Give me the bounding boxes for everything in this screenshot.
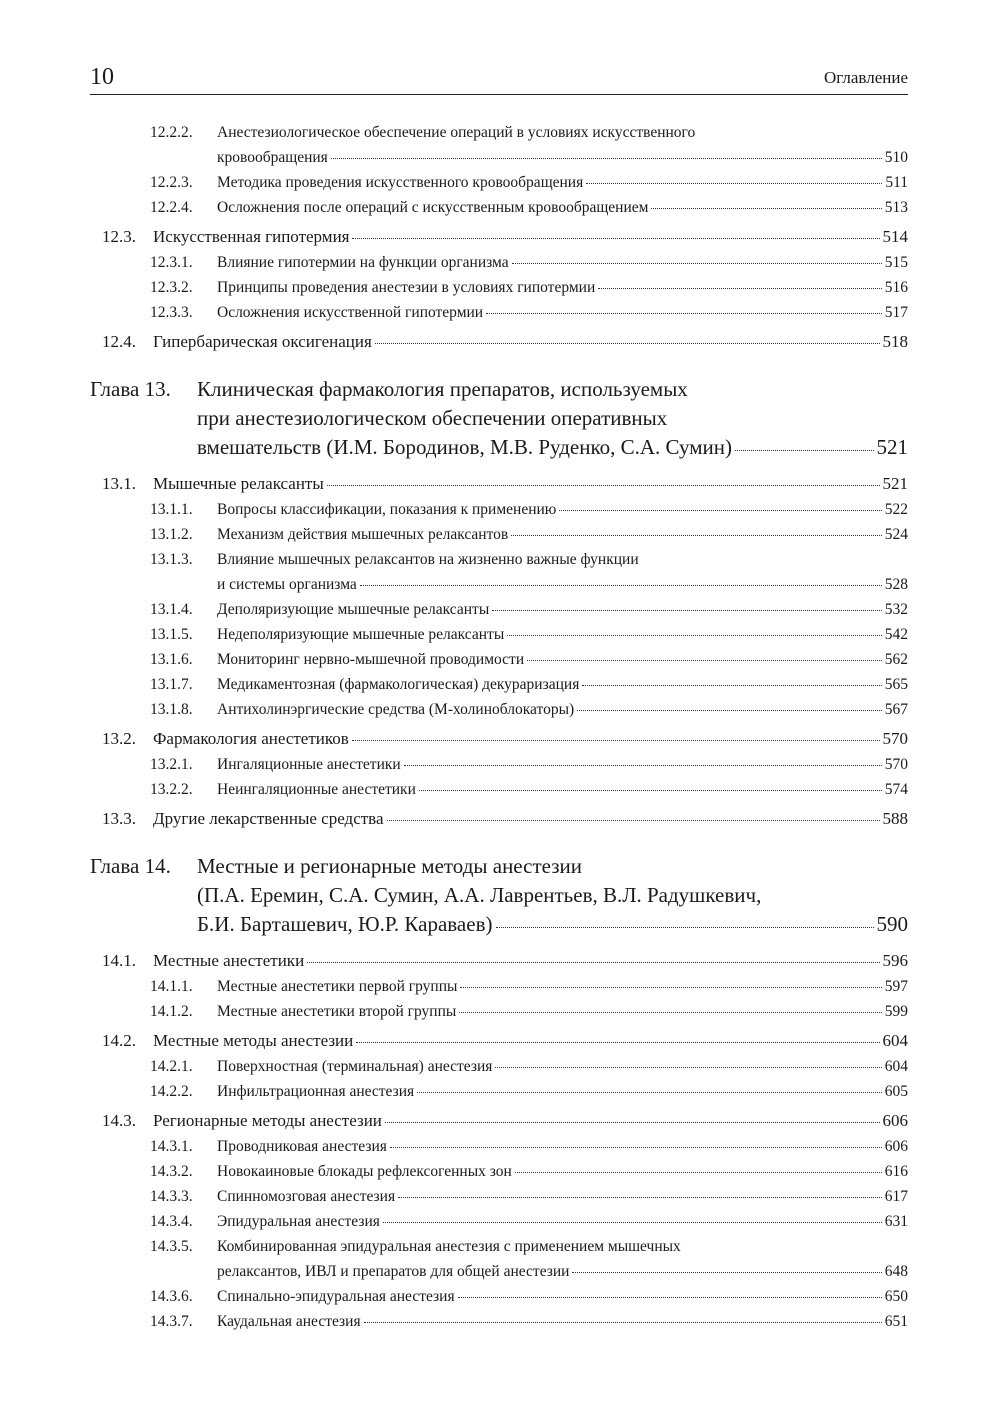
dot-leader [486,312,882,314]
dot-leader [419,789,882,791]
toc-entry-title [217,120,908,170]
dot-leader [460,986,881,988]
toc-entry-title [217,1209,908,1234]
toc-entry-title [153,1107,908,1134]
toc-subsection-entry[interactable] [150,497,908,522]
toc-entry-number: 14.3.3. [150,1188,193,1205]
toc-entry-title-text: Мышечные релаксанты [153,474,324,493]
toc-entry-number: 13.1.1. [150,501,193,518]
dot-leader [572,1271,881,1273]
dot-leader [331,157,882,159]
toc-entry-title-text: Местные анестетики [153,951,305,970]
toc-entry-title-line [217,300,908,325]
dot-leader [387,819,880,821]
toc-entry-title-text: Эпидуральная анестезия [217,1213,380,1230]
toc-entry-page: 605 [884,1083,908,1100]
toc-subsection-entry[interactable] [150,1184,908,1209]
toc-section-entry[interactable] [102,947,908,974]
toc-entry-number: 12.2.2. [150,124,193,141]
toc-subsection-entry[interactable] [150,170,908,195]
toc-entry-number: 13.2.1. [150,756,193,773]
toc-entry-title-text: Влияние мышечных релаксантов на жизненно важные функции [217,551,639,568]
toc-entry-title-line [217,1079,908,1104]
dot-leader [559,509,881,511]
toc-entry-title-text: Проводниковая анестезия [217,1138,387,1155]
toc-entry-title [153,223,908,250]
toc-entry-title-line [217,1159,908,1184]
toc-entry-number: 13.1.6. [150,651,193,668]
toc-subsection-entry[interactable] [150,647,908,672]
toc-entry-title-line [217,622,908,647]
toc-entry-number: 14.3.7. [150,1313,193,1330]
toc-entry-title-line [197,375,908,404]
toc-entry-title [217,497,908,522]
toc-entry-page: 515 [884,254,908,271]
toc-entry-page: 518 [882,332,908,351]
toc-entry-page: 565 [884,676,908,693]
toc-entry-number: Глава 14. [90,854,171,878]
toc-entry-number: 13.1.7. [150,676,193,693]
toc-entry-title-line [217,170,908,195]
toc-subsection-entry[interactable] [150,697,908,722]
toc-entry-number: 14.2.2. [150,1083,193,1100]
toc-entry-number: 13.1.4. [150,601,193,618]
toc-entry-title [197,852,908,939]
toc-entry-title-text: (П.А. Еремин, С.А. Сумин, А.А. Лаврентьев, В.Л. Радушкевич, [197,883,762,907]
toc-entry-title-line [217,275,908,300]
toc-entry-page: 604 [882,1031,908,1050]
toc-entry-title-line [197,910,908,939]
toc-entry-title-line [153,805,908,832]
toc-entry-page: 648 [884,1263,908,1280]
toc-entry-title [217,1054,908,1079]
toc-entry-title-line [217,547,908,572]
toc-entry-title-line [153,725,908,752]
toc-entry-number: 13.2.2. [150,781,193,798]
dot-leader [515,1171,882,1173]
dot-leader [492,609,882,611]
toc-entry-title-line [217,1184,908,1209]
toc-entry-page: 510 [884,149,908,166]
toc-entry-title-text: кровообращения [217,149,328,166]
toc-entry-title-line [217,999,908,1024]
toc-entry-title-text: Местные методы анестезии [153,1031,354,1050]
toc-entry-title-text: Влияние гипотермии на функции организма [217,254,509,271]
toc-entry-page: 570 [884,756,908,773]
toc-entry-title [217,672,908,697]
toc-entry-title-line [153,328,908,355]
toc-entry-title-text: Спинально-эпидуральная анестезия [217,1288,455,1305]
toc-entry-title-line [197,404,908,433]
toc-entry-number: 12.3.2. [150,279,193,296]
toc-entry-title-text: Фармакология анестетиков [153,729,349,748]
toc-entry-number: 13.1. [102,474,136,493]
toc-entry-page: 511 [885,174,908,191]
toc-entry-title-text: Методика проведения искусственного кровообращения [217,174,584,191]
dot-leader [375,342,880,344]
toc-entry-page: 521 [876,435,908,459]
toc-entry-title-line [217,974,908,999]
toc-entry-page: 521 [882,474,908,493]
toc-entry-title-text: вмешательств (И.М. Бородинов, М.В. Руденко, С.А. Сумин) [197,435,732,459]
dot-leader [582,684,881,686]
toc-subsection-entry[interactable] [150,1284,908,1309]
toc-entry-title-text: и системы организма [217,576,357,593]
toc-entry-title-line [217,1259,908,1284]
toc-subsection-entry[interactable] [150,1134,908,1159]
toc-entry-number: 14.3. [102,1111,136,1130]
toc-entry-number: 12.2.3. [150,174,193,191]
toc-subsection-entry[interactable] [150,1079,908,1104]
toc-subsection-entry[interactable] [150,275,908,300]
toc-entry-title [217,1134,908,1159]
toc-subsection-entry[interactable] [150,1159,908,1184]
toc-entry-title-line [153,947,908,974]
toc-entry-title [217,597,908,622]
toc-subsection-entry[interactable] [150,597,908,622]
toc-entry-title-line [217,497,908,522]
toc-entry-title [217,974,908,999]
toc-entry-number: 13.2. [102,729,136,748]
toc-entry-title-text: Местные и регионарные методы анестезии [197,854,582,878]
toc-entry-title-text: Б.И. Барташевич, Ю.Р. Караваев) [197,912,493,936]
toc-entry-title-text: Осложнения после операций с искусственным кровообращением [217,199,649,216]
toc-chapter-entry[interactable] [90,375,908,462]
toc-entry-page: 574 [884,781,908,798]
toc-subsection-entry[interactable] [150,1234,908,1284]
toc-chapter-entry[interactable] [90,852,908,939]
toc-entry-title-line [217,120,908,145]
toc-entry-title-line [217,195,908,220]
toc-entry-page: 513 [884,199,908,216]
toc-subsection-entry[interactable] [150,999,908,1024]
dot-leader [651,207,881,209]
toc-entry-title-text: Мониторинг нервно-мышечной проводимости [217,651,525,668]
dot-leader [511,534,882,536]
toc-entry-number: 14.1.2. [150,1003,193,1020]
toc-entry-title [217,1159,908,1184]
toc-entry-title-line [217,1054,908,1079]
toc-entry-page: 590 [876,912,908,936]
toc-entry-number: 12.3.1. [150,254,193,271]
toc-entry-title-line [217,597,908,622]
toc-entry-number: 14.3.1. [150,1138,193,1155]
toc-entry-title [217,522,908,547]
toc-entry-page: 606 [884,1138,908,1155]
toc-entry-page: 517 [884,304,908,321]
toc-entry-title [217,250,908,275]
toc-entry-title [217,1284,908,1309]
toc-entry-title [153,805,908,832]
toc-entry-title-text: Новокаиновые блокады рефлексогенных зон [217,1163,512,1180]
toc-entry-title [217,697,908,722]
toc-entry-title-text: Вопросы классификации, показания к применению [217,501,557,518]
toc-entry-page: 606 [882,1111,908,1130]
toc-entry-page: 616 [884,1163,908,1180]
toc-section-entry[interactable] [102,223,908,250]
toc-entry-title [153,947,908,974]
toc-entry-number: 14.3.2. [150,1163,193,1180]
toc-entry-number: Глава 13. [90,377,171,401]
toc-entry-title-line [197,881,908,910]
toc-section-entry[interactable] [102,328,908,355]
toc-entry-page: 604 [884,1058,908,1075]
toc-entry-title-text: Искусственная гипотермия [153,227,350,246]
toc-entry-title-line [217,1234,908,1259]
toc-entry-page: 532 [884,601,908,618]
dot-leader [385,1121,880,1123]
toc-entry-title-line [217,1134,908,1159]
page-header [90,62,908,95]
toc-entry-title-line [217,1284,908,1309]
toc-entry-title-text: Анестезиологическое обеспечение операций в условиях искусственного [217,124,696,141]
toc-entry-page: 617 [884,1188,908,1205]
toc-entry-title-line [197,433,908,462]
toc-entry-title-text: Регионарные методы анестезии [153,1111,382,1130]
toc-entry-number: 14.3.5. [150,1238,193,1255]
toc-entry-title-text: Антихолинэргические средства (М-холиноблокаторы) [217,701,575,718]
toc-entry-page: 596 [882,951,908,970]
dot-leader [512,262,882,264]
toc-entry-page: 631 [884,1213,908,1230]
toc-entry-title-line [153,470,908,497]
toc-entry-title-line [217,522,908,547]
toc-entry-title-text: при анестезиологическом обеспечении оперативных [197,406,668,430]
toc-subsection-entry[interactable] [150,1309,908,1334]
dot-leader [352,739,880,741]
toc-entry-title-line [217,697,908,722]
dot-leader [586,182,882,184]
toc-entry-number: 14.3.6. [150,1288,193,1305]
toc-entry-page: 528 [884,576,908,593]
toc-entry-title [217,1184,908,1209]
toc-entry-title-line [153,1107,908,1134]
toc-entry-title [217,275,908,300]
toc-entry-title-text: Недеполяризующие мышечные релаксанты [217,626,505,643]
toc-entry-title [217,999,908,1024]
toc-entry-number: 12.3.3. [150,304,193,321]
dot-leader [327,484,880,486]
toc-entry-title-line [197,852,908,881]
toc-section-entry[interactable] [102,805,908,832]
page-number: 10 [90,64,114,90]
toc-section-entry[interactable] [102,1027,908,1054]
dot-leader [356,1041,879,1043]
toc-entry-page: 522 [884,501,908,518]
table-of-contents [90,120,908,1334]
dot-leader [735,449,874,451]
toc-entry-title-line [217,145,908,170]
toc-entry-title-line [217,777,908,802]
dot-leader [458,1296,882,1298]
toc-entry-page: 651 [884,1313,908,1330]
dot-leader [360,584,882,586]
toc-entry-title [153,1027,908,1054]
toc-entry-title-text: Принципы проведения анестезии в условиях гипотермии [217,279,596,296]
toc-entry-title [217,170,908,195]
toc-subsection-entry[interactable] [150,672,908,697]
toc-entry-title-text: Деполяризующие мышечные релаксанты [217,601,490,618]
toc-entry-page: 588 [882,809,908,828]
toc-entry-title-line [217,1209,908,1234]
toc-entry-title-line [217,250,908,275]
toc-entry-title-text: Комбинированная эпидуральная анестезия с применением мышечных [217,1238,681,1255]
dot-leader [577,709,882,711]
toc-entry-title-line [153,223,908,250]
toc-subsection-entry[interactable] [150,622,908,647]
toc-entry-title-text: Клиническая фармакология препаратов, используемых [197,377,688,401]
dot-leader [507,634,882,636]
toc-entry-title-text: релаксантов, ИВЛ и препаратов для общей анестезии [217,1263,570,1280]
toc-subsection-entry[interactable] [150,120,908,170]
toc-entry-title-text: Гипербарическая оксигенация [153,332,372,351]
toc-subsection-entry[interactable] [150,250,908,275]
toc-entry-page: 514 [882,227,908,246]
dot-leader [417,1091,882,1093]
dot-leader [390,1146,882,1148]
toc-entry-number: 14.2.1. [150,1058,193,1075]
toc-subsection-entry[interactable] [150,777,908,802]
toc-entry-title-text: Осложнения искусственной гипотермии [217,304,484,321]
toc-entry-number: 14.2. [102,1031,136,1050]
toc-entry-title [217,300,908,325]
toc-entry-page: 562 [884,651,908,668]
toc-entry-title-text: Местные анестетики первой группы [217,978,458,995]
dot-leader [398,1196,882,1198]
toc-subsection-entry[interactable] [150,547,908,597]
running-title: Оглавление [824,68,908,87]
toc-entry-title [217,1079,908,1104]
toc-entry-title-text: Неингаляционные анестетики [217,781,416,798]
toc-entry-title-text: Ингаляционные анестетики [217,756,401,773]
toc-entry-page: 516 [884,279,908,296]
toc-entry-title-line [217,1309,908,1334]
dot-leader [495,1066,881,1068]
toc-entry-title [217,1309,908,1334]
toc-entry-page: 650 [884,1288,908,1305]
dot-leader [307,961,879,963]
toc-subsection-entry[interactable] [150,974,908,999]
toc-entry-title [197,375,908,462]
toc-entry-title [217,547,908,597]
toc-entry-title-text: Другие лекарственные средства [153,809,384,828]
toc-entry-title [217,647,908,672]
toc-entry-title-line [217,572,908,597]
toc-entry-page: 570 [882,729,908,748]
toc-entry-title [217,195,908,220]
dot-leader [496,926,874,928]
toc-entry-page: 542 [884,626,908,643]
toc-subsection-entry[interactable] [150,1209,908,1234]
toc-entry-title [217,1234,908,1284]
toc-entry-page: 567 [884,701,908,718]
dot-leader [383,1221,882,1223]
toc-entry-title-text: Медикаментозная (фармакологическая) декураризация [217,676,580,693]
toc-entry-title-text: Каудальная анестезия [217,1313,361,1330]
dot-leader [364,1321,882,1323]
toc-section-entry[interactable] [102,470,908,497]
toc-entry-number: 13.1.2. [150,526,193,543]
toc-entry-title [153,328,908,355]
toc-entry-title-line [217,752,908,777]
toc-entry-title [153,470,908,497]
toc-entry-title [217,622,908,647]
toc-entry-page: 597 [884,978,908,995]
toc-entry-title-text: Инфильтрационная анестезия [217,1083,415,1100]
toc-entry-title-text: Поверхностная (терминальная) анестезия [217,1058,493,1075]
toc-subsection-entry[interactable] [150,522,908,547]
toc-entry-number: 12.3. [102,227,136,246]
toc-entry-number: 14.3.4. [150,1213,193,1230]
dot-leader [404,764,882,766]
toc-entry-title-text: Местные анестетики второй группы [217,1003,457,1020]
toc-entry-number: 14.1. [102,951,136,970]
toc-entry-title-text: Спинномозговая анестезия [217,1188,396,1205]
toc-subsection-entry[interactable] [150,752,908,777]
toc-section-entry[interactable] [102,725,908,752]
dot-leader [352,237,879,239]
toc-entry-title [153,725,908,752]
dot-leader [527,659,882,661]
toc-entry-number: 12.4. [102,332,136,351]
toc-entry-number: 13.1.8. [150,701,193,718]
toc-entry-title-line [153,1027,908,1054]
toc-entry-number: 13.1.3. [150,551,193,568]
toc-entry-title [217,752,908,777]
toc-entry-title-line [217,672,908,697]
toc-entry-title-text: Механизм действия мышечных релаксантов [217,526,509,543]
toc-section-entry[interactable] [102,1107,908,1134]
dot-leader [598,287,881,289]
toc-subsection-entry[interactable] [150,1054,908,1079]
toc-subsection-entry[interactable] [150,195,908,220]
toc-entry-number: 12.2.4. [150,199,193,216]
dot-leader [459,1011,881,1013]
toc-entry-title-line [217,647,908,672]
toc-entry-page: 599 [884,1003,908,1020]
toc-entry-number: 13.3. [102,809,136,828]
toc-entry-number: 14.1.1. [150,978,193,995]
toc-entry-page: 524 [884,526,908,543]
toc-entry-title [217,777,908,802]
toc-entry-number: 13.1.5. [150,626,193,643]
toc-subsection-entry[interactable] [150,300,908,325]
